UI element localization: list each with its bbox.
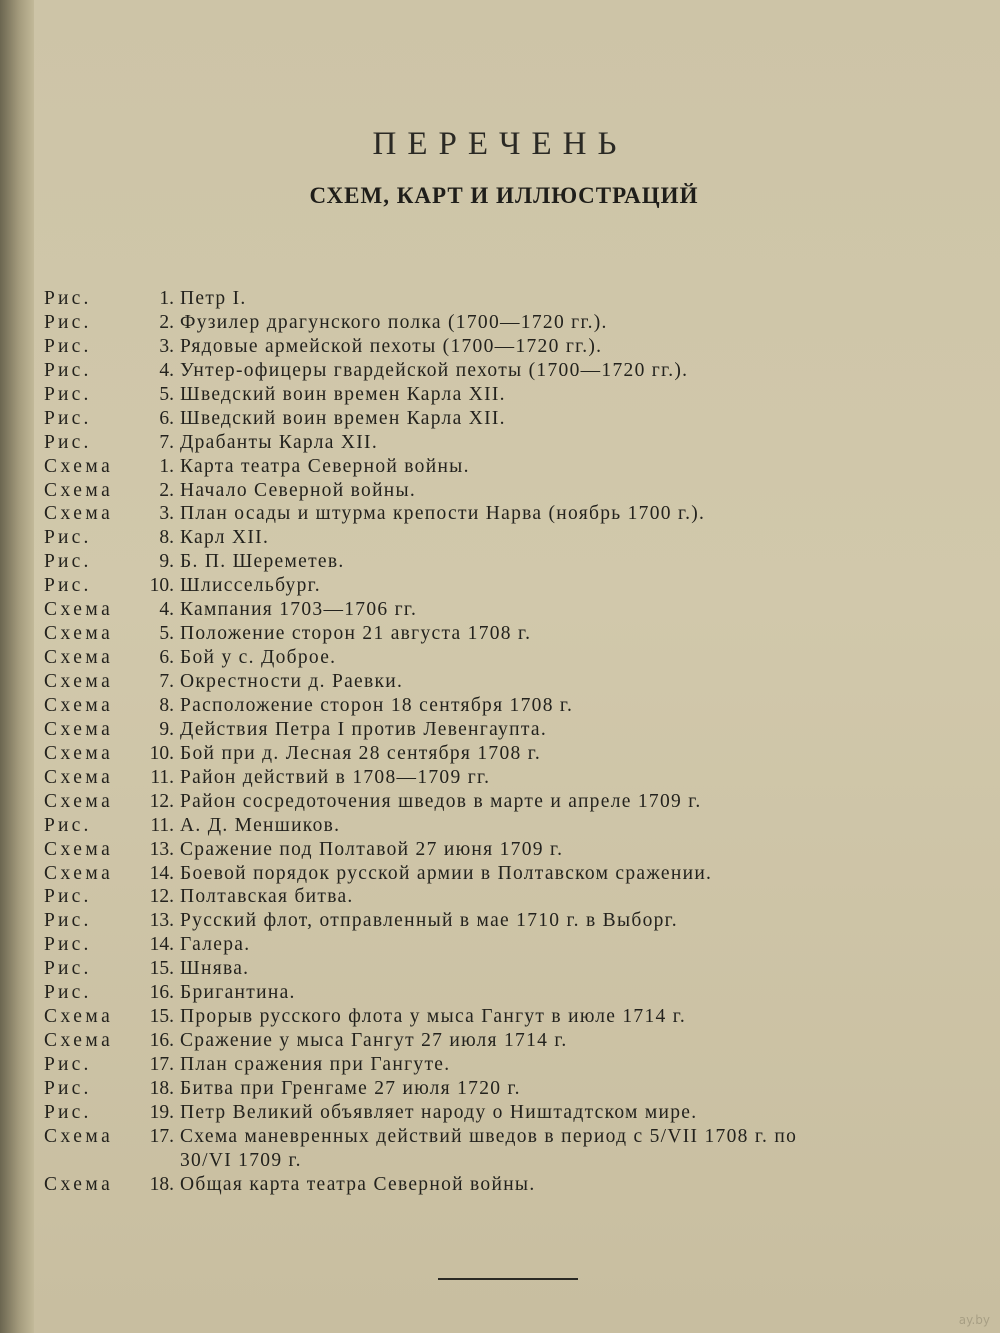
entry-number: 13. [149,838,174,860]
entry-number: 4. [159,599,174,621]
entry-number: 9. [159,551,174,573]
entry-number: 18. [149,1077,174,1099]
entry-label: Схема [44,742,114,764]
entry-title: Шлиссельбург. [180,575,321,597]
page-title: ПЕРЕЧЕНЬ [372,126,628,162]
entry-title: Боевой порядок русской армии в Полтавском сражении. [180,862,713,884]
entry-label: Рис. [44,1054,92,1075]
page-subtitle: СХЕМ, КАРТ И ИЛЛЮСТРАЦИЙ [309,183,699,208]
entry-label: Схема [44,838,114,860]
entry-label: Рис. [44,1101,92,1123]
entry-number: 7. [159,431,174,453]
entry-title: Действия Петра I против Левенгаупта. [180,718,548,740]
end-rule [438,1278,578,1280]
entry-number: 4. [159,359,174,381]
entry-number: 1. [159,288,174,309]
entry-number: 12. [149,886,174,908]
list-item [44,335,984,359]
entry-title: Шведский воин времен Карла XII. [180,407,506,429]
list-item [44,1125,984,1173]
entry-title: Шведский воин времен Карла XII. [180,383,506,405]
list-item [44,1029,984,1053]
entry-title: Рядовые армейской пехоты (1700—1720 гг.). [180,335,603,357]
illustrations-list [44,287,984,1197]
entry-title: Положение сторон 21 августа 1708 г. [180,623,532,645]
list-item [44,311,984,335]
entry-number: 14. [149,934,174,956]
entry-title: Галера. [180,934,251,956]
entry-number: 6. [159,647,174,669]
entry-title: Драбанты Карла XII. [180,431,379,453]
entry-number: 7. [159,671,174,692]
entry-title: Кампания 1703—1706 гг. [180,599,418,621]
entry-number: 2. [159,479,174,501]
entry-number: 5. [159,623,174,645]
list-item [44,622,984,646]
list-item [44,1053,984,1077]
entry-label: Схема [44,1006,114,1028]
entry-number: 13. [149,910,174,932]
entry-title: Схема маневренных действий шведов в период с 5/VII 1708 г. по 30/VI 1709 г. [180,1125,798,1171]
entry-number: 14. [149,862,174,884]
entry-label: Рис. [44,407,92,429]
entry-title: План осады и штурма крепости Нарва (ноябрь 1700 г.). [180,503,706,525]
entry-label: Схема [44,718,114,740]
entry-title: Прорыв русского флота у мыса Гангут в июле 1714 г. [180,1006,687,1028]
entry-title: Бой при д. Лесная 28 сентября 1708 г. [180,742,542,764]
entry-title: А. Д. Меншиков. [180,814,341,836]
list-item [44,1173,984,1197]
entry-number: 9. [159,718,174,740]
entry-number: 16. [149,982,174,1004]
entry-number: 12. [149,790,174,812]
entry-title: Карл XII. [180,527,270,549]
entry-number: 8. [159,694,174,716]
entry-label: Рис. [44,527,92,549]
entry-title: Бригантина. [180,982,296,1004]
entry-label: Рис. [44,982,92,1004]
entry-number: 11. [150,766,174,788]
list-item [44,574,984,598]
entry-title: Битва при Гренгаме 27 июля 1720 г. [180,1077,521,1099]
watermark: ay.by [958,1313,990,1327]
entry-title: План сражения при Гангуте. [180,1054,451,1075]
list-item [44,479,984,503]
list-item [44,526,984,550]
list-item [44,957,984,981]
entry-label: Рис. [44,311,92,333]
entry-number: 11. [150,814,174,836]
list-item [44,1005,984,1029]
entry-number: 17. [149,1054,174,1075]
entry-label: Рис. [44,1077,92,1099]
entry-label: Рис. [44,359,92,381]
entry-title: Начало Северной войны. [180,479,417,501]
entry-label: Схема [44,790,114,812]
entry-label: Схема [44,479,114,501]
entry-label: Схема [44,766,114,788]
entry-number: 15. [149,958,174,980]
entry-label: Рис. [44,335,92,357]
list-item [44,790,984,814]
entry-number: 10. [149,742,174,764]
list-item [44,550,984,574]
list-item [44,431,984,455]
list-item [44,1101,984,1125]
entry-label: Схема [44,671,114,692]
entry-title: Б. П. Шереметев. [180,551,345,573]
entry-label: Схема [44,862,114,884]
entry-title: Петр Великий объявляет народу о Ништадтском мире. [180,1101,698,1123]
entry-title: Район действий в 1708—1709 гг. [180,766,491,788]
entry-number: 2. [159,311,174,333]
entry-label: Рис. [44,551,92,573]
list-item [44,383,984,407]
entry-label: Схема [44,503,114,525]
entry-number: 17. [149,1125,174,1147]
entry-number: 1. [159,455,174,477]
entry-label: Рис. [44,958,92,980]
entry-label: Схема [44,623,114,645]
list-item [44,694,984,718]
entry-number: 15. [149,1006,174,1028]
entry-number: 16. [149,1030,174,1052]
list-item [44,718,984,742]
entry-number: 6. [159,407,174,429]
list-item [44,862,984,886]
list-item [44,885,984,909]
list-item [44,646,984,670]
entry-title: Унтер-офицеры гвардейской пехоты (1700—1720 гг.). [180,359,689,381]
entry-label: Схема [44,455,114,477]
entry-title: Русский флот, отправленный в мае 1710 г. в Выборг. [180,910,678,932]
list-item [44,407,984,431]
entry-title: Фузилер драгунского полка (1700—1720 гг.). [180,311,608,333]
entry-title: Петр I. [180,288,247,309]
list-item [44,455,984,479]
entry-title: Расположение сторон 18 сентября 1708 г. [180,694,574,716]
entry-number: 10. [149,575,174,597]
list-item [44,502,984,526]
entry-label: Рис. [44,934,92,956]
entry-label: Рис. [44,814,92,836]
entry-number: 3. [159,335,174,357]
list-item [44,814,984,838]
list-item [44,1077,984,1101]
list-item [44,981,984,1005]
entry-number: 3. [159,503,174,525]
entry-label: Схема [44,647,114,669]
list-item [44,742,984,766]
list-item [44,359,984,383]
entry-title: Бой у с. Доброе. [180,647,337,669]
entry-title: Окрестности д. Раевки. [180,671,404,692]
entry-number: 8. [159,527,174,549]
entry-title: Район сосредоточения шведов в марте и апреле 1709 г. [180,790,702,812]
list-item [44,598,984,622]
entry-title: Карта театра Северной войны. [180,455,470,477]
entry-label: Схема [44,1173,114,1195]
entry-label: Рис. [44,288,92,309]
entry-label: Схема [44,599,114,621]
entry-label: Схема [44,1030,114,1052]
entry-label: Рис. [44,383,92,405]
entry-label: Рис. [44,910,92,932]
entry-title: Шнява. [180,958,250,980]
entry-number: 5. [159,383,174,405]
entry-number: 19. [149,1101,174,1123]
entry-label: Рис. [44,575,92,597]
list-item [44,287,984,311]
entry-title: Сражение у мыса Гангут 27 июля 1714 г. [180,1030,568,1052]
entry-title: Сражение под Полтавой 27 июня 1709 г. [180,838,564,860]
entry-label: Рис. [44,431,92,453]
entry-title: Общая карта театра Северной войны. [180,1173,536,1195]
list-item [44,670,984,694]
entry-label: Схема [44,1125,114,1147]
entry-title: Полтавская битва. [180,886,354,908]
list-item [44,933,984,957]
entry-number: 18. [149,1173,174,1195]
list-item [44,909,984,933]
entry-label: Рис. [44,886,92,908]
list-item [44,838,984,862]
list-item [44,766,984,790]
entry-label: Схема [44,694,114,716]
